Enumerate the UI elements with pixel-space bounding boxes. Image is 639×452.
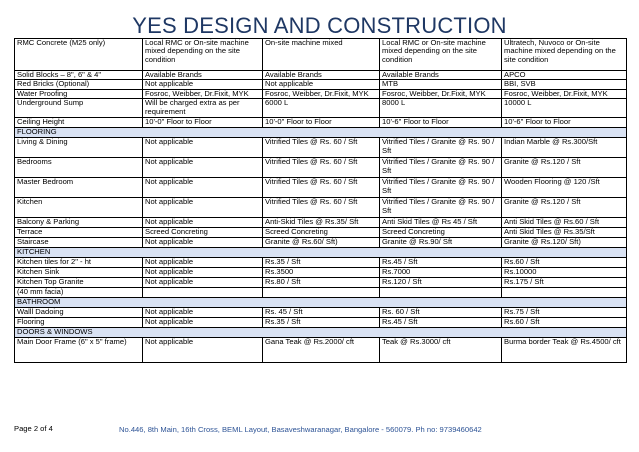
row-label-cell: Main Door Frame (6" x 5" frame) [15,338,143,363]
table-row [15,218,627,228]
section-title: DOORS & WINDOWS [15,328,627,338]
row-label-cell: Living & Dining [15,138,143,158]
table-cell: Screed Concreting [143,228,263,238]
table-cell [502,288,627,298]
table-cell: Rs. 60 / Sft [380,308,502,318]
table-cell: Rs.3500 [263,268,380,278]
section-title: BATHROOM [15,298,627,308]
table-row [15,118,627,128]
table-cell: Not applicable [143,178,263,198]
table-row [15,268,627,278]
row-label-cell: Kitchen Top Granite [15,278,143,288]
table-cell: Vitrified Tiles / Granite @ Rs. 90 / Sft [380,178,502,198]
table-row [15,318,627,328]
table-cell: Vitrified Tiles @ Rs. 60 / Sft [263,178,380,198]
table-cell: Granite @ Rs.120/ Sft) [502,238,627,248]
page-number: Page 2 of 4 [14,424,53,433]
table-cell: Not applicable [143,158,263,178]
section-header-row [15,128,627,138]
table-cell: Burma border Teak @ Rs.4500/ cft [502,338,627,363]
row-label-cell: Kitchen Sink [15,268,143,278]
table-row [15,138,627,158]
row-label-cell: Solid Blocks – 8", 6" & 4" [15,71,143,80]
table-row [15,39,627,71]
table-cell: Vitrified Tiles @ Rs. 60 / Sft [263,138,380,158]
table-row [15,288,627,298]
table-row [15,308,627,318]
row-label-cell: (40 mm facia) [15,288,143,298]
table-cell: Fosroc, Weibber, Dr.Fixit, MYK [380,89,502,98]
table-cell: Rs.80 / Sft [263,278,380,288]
table-cell: Rs.60 / Sft [502,258,627,268]
table-row [15,89,627,98]
table-cell [380,288,502,298]
document-title: YES DESIGN AND CONSTRUCTION [132,13,507,38]
row-label-cell: Ceiling Height [15,118,143,128]
table-cell: Gana Teak @ Rs.2000/ cft [263,338,380,363]
table-cell: Screed Concreting [263,228,380,238]
table-cell [263,288,380,298]
table-cell: Fosroc, Weibber, Dr.Fixit, MYK [143,89,263,98]
table-cell: Vitrified Tiles @ Rs. 60 / Sft [263,198,380,218]
table-cell: Rs.35 / Sft [263,258,380,268]
table-cell: Teak @ Rs.3000/ cft [380,338,502,363]
table-cell: Not applicable [143,198,263,218]
row-label-cell: Master Bedroom [15,178,143,198]
row-label-cell: Bedrooms [15,158,143,178]
table-cell: Not applicable [143,338,263,363]
table-cell: Not applicable [143,268,263,278]
table-cell: Rs.175 / Sft [502,278,627,288]
table-cell: Not applicable [143,278,263,288]
row-label-cell: Red Bricks (Optional) [15,80,143,89]
table-cell: Not applicable [143,218,263,228]
table-cell: BBI, SVB [502,80,627,89]
table-cell: Vitrified Tiles @ Rs. 60 / Sft [263,158,380,178]
table-cell: Anti Skid Tiles @ Rs.35/Sft [502,228,627,238]
table-cell: 6000 L [263,99,380,118]
table-row [15,178,627,198]
table-cell: Available Brands [380,71,502,80]
table-cell: Not applicable [143,80,263,89]
table-row [15,71,627,80]
row-label-cell: Kitchen [15,198,143,218]
specification-table [14,38,627,363]
table-cell: Rs.10000 [502,268,627,278]
table-cell: APCO [502,71,627,80]
table-cell: Rs. 45 / Sft [263,308,380,318]
table-cell: 10'-6" Floor to Floor [502,118,627,128]
table-cell: Granite @ Rs.90/ Sft [380,238,502,248]
table-row [15,99,627,118]
table-cell: Wooden Flooring @ 120 /Sft [502,178,627,198]
row-label-cell: Flooring [15,318,143,328]
table-cell: Vitrified Tiles / Granite @ Rs. 90 / Sft [380,138,502,158]
table-cell: Not applicable [143,238,263,248]
table-cell: Not applicable [263,80,380,89]
row-label-cell: RMC Concrete (M25 only) [15,39,143,71]
table-cell [143,288,263,298]
table-cell: Anti Skid Tiles @ Rs.60 / Sft [502,218,627,228]
section-title: KITCHEN [15,248,627,258]
specification-table-body [15,39,627,363]
table-cell: Will be charged extra as per requirement [143,99,263,118]
table-cell: Local RMC or On-site machine mixed depending on the site condition [143,39,263,71]
table-cell: Local RMC or On-site machine mixed depending on the site condition [380,39,502,71]
table-cell: 10000 L [502,99,627,118]
table-cell: Not applicable [143,138,263,158]
table-cell: Not applicable [143,258,263,268]
table-cell: Granite @ Rs.60/ Sft) [263,238,380,248]
row-label-cell: Balcony & Parking [15,218,143,228]
row-label-cell: Underground Sump [15,99,143,118]
table-cell: Granite @ Rs.120 / Sft [502,198,627,218]
table-cell: Not applicable [143,308,263,318]
table-cell: Vitrified Tiles / Granite @ Rs. 90 / Sft [380,198,502,218]
table-cell: Fosroc, Weibber, Dr.Fixit, MYK [263,89,380,98]
table-cell: Rs.45 / Sft [380,318,502,328]
table-cell: Fosroc, Weibber, Dr.Fixit, MYK [502,89,627,98]
table-cell: Available Brands [143,71,263,80]
row-label-cell: Terrace [15,228,143,238]
table-cell: Anti Skid Tiles @ Rs 45 / Sft [380,218,502,228]
table-row [15,198,627,218]
table-cell: MTB [380,80,502,89]
table-row [15,278,627,288]
table-cell: Vitrified Tiles / Granite @ Rs. 90 / Sft [380,158,502,178]
table-cell: Available Brands [263,71,380,80]
table-cell: 10'-0" Floor to Floor [263,118,380,128]
section-title: FLOORING [15,128,627,138]
table-cell: Not applicable [143,318,263,328]
table-cell: Anti-Skid Tiles @ Rs.35/ Sft [263,218,380,228]
table-cell: Rs.60 / Sft [502,318,627,328]
section-header-row [15,248,627,258]
table-cell: Rs.7000 [380,268,502,278]
table-cell: 8000 L [380,99,502,118]
table-row [15,228,627,238]
table-cell: Rs.45 / Sft [380,258,502,268]
table-row [15,338,627,363]
table-row [15,158,627,178]
section-header-row [15,298,627,308]
table-cell: 10'-0" Floor to Floor [143,118,263,128]
table-cell: Indian Marble @ Rs.300/Sft [502,138,627,158]
row-label-cell: Walll Dadoing [15,308,143,318]
table-cell: Rs.35 / Sft [263,318,380,328]
table-row [15,238,627,248]
table-cell: Rs.120 / Sft [380,278,502,288]
table-cell: Granite @ Rs.120 / Sft [502,158,627,178]
table-cell: Rs.75 / Sft [502,308,627,318]
table-cell: Screed Concreting [380,228,502,238]
table-row [15,80,627,89]
table-row [15,258,627,268]
row-label-cell: Water Proofing [15,89,143,98]
table-cell: On-site machine mixed [263,39,380,71]
footer-address: No.446, 8th Main, 16th Cross, BEML Layout, Basaveshwaranagar, Bangalore - 560079. Ph no: 9739460642 [119,425,482,434]
table-cell: Ultratech, Nuvoco or On-site machine mixed depending on the site condition [502,39,627,71]
section-header-row [15,328,627,338]
row-label-cell: Kitchen tiles for 2" - ht [15,258,143,268]
table-cell: 10'-6" Floor to Floor [380,118,502,128]
row-label-cell: Staircase [15,238,143,248]
